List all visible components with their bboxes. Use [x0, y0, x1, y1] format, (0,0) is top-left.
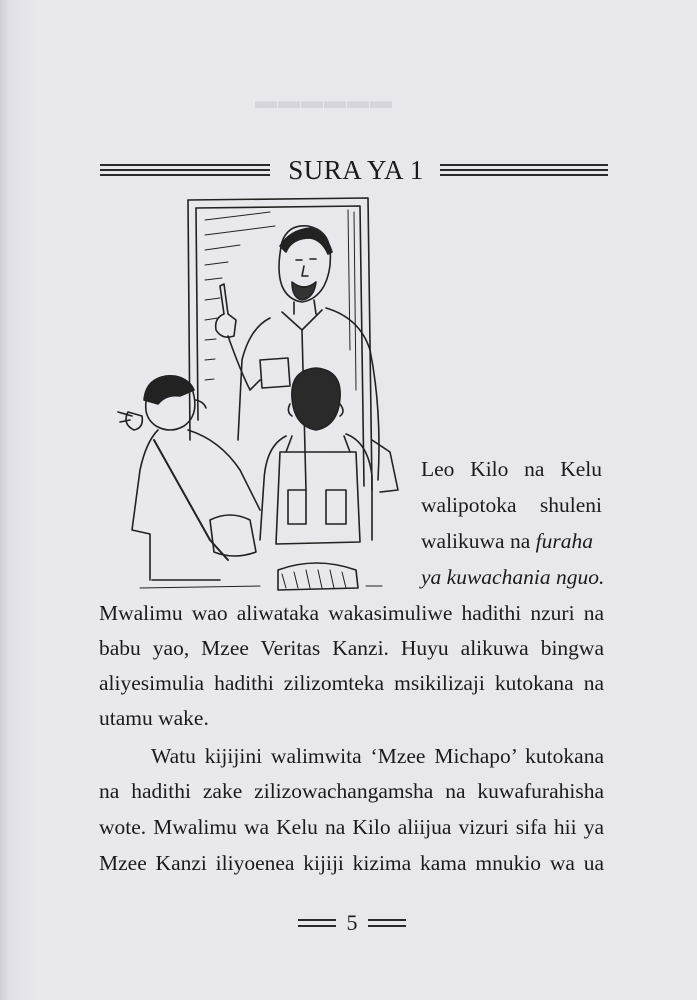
- body-line-6-text: na hadithi zake zilizowachangamsha na kuwafurahisha: [99, 779, 604, 803]
- folio-rule-right: [368, 919, 406, 927]
- body-line-1-text: Mwalimu wao aliwataka wakasimuliwe hadithi nzuri na: [99, 601, 604, 625]
- wrap-line-1-text: Leo Kilo na Kelu: [421, 457, 602, 481]
- wrap-line-3-text: walikuwa na: [421, 529, 536, 553]
- wrap-line-3-emphasis: furaha: [535, 529, 593, 553]
- body-line-8-text: Mzee Kanzi iliyoenea kijiji kizima kama mnukio wa ua: [99, 851, 604, 875]
- page-number: 5: [346, 910, 358, 935]
- show-through-text: ▬▬▬▬▬▬: [255, 88, 393, 113]
- body-line-5-text: Watu kijijini walimwita ‘Mzee Michapo’ kutokana: [151, 744, 604, 768]
- body-line-2: [99, 633, 604, 663]
- page-number-footer: [298, 908, 406, 938]
- body-line-3-text: aliyesimulia hadithi zilizomteka msikilizaji kutokana na: [99, 671, 604, 695]
- folio-rule-left: [298, 919, 336, 927]
- body-line-4: [99, 703, 209, 733]
- body-line-1: [99, 598, 604, 628]
- body-line-3: [99, 668, 604, 698]
- body-line-2-text: babu yao, Mzee Veritas Kanzi. Huyu alikuwa bingwa: [99, 636, 604, 660]
- heading-rule-right: [440, 164, 608, 176]
- chapter-heading: [100, 152, 608, 192]
- chapter-illustration: [110, 190, 410, 595]
- teacher-and-children-drawing: [110, 190, 410, 595]
- wrap-line-4: [421, 562, 604, 592]
- wrap-line-1: [421, 454, 602, 484]
- wrap-line-3: [421, 526, 602, 556]
- body-line-4-text: utamu wake.: [99, 706, 209, 730]
- body-line-7-text: wote. Mwalimu wa Kelu na Kilo aliijua vizuri sifa hii ya: [99, 815, 604, 839]
- wrap-line-4-emphasis: ya kuwachania nguo.: [421, 565, 605, 589]
- wrap-line-2: [421, 490, 602, 520]
- chapter-title: SURA YA 1: [288, 155, 424, 185]
- body-line-8: [99, 848, 604, 878]
- body-line-5: [151, 741, 604, 771]
- body-line-6: [99, 776, 604, 806]
- heading-rule-left: [100, 164, 270, 176]
- body-line-7: [99, 812, 604, 842]
- wrap-line-2-text: walipotoka shuleni: [421, 493, 602, 517]
